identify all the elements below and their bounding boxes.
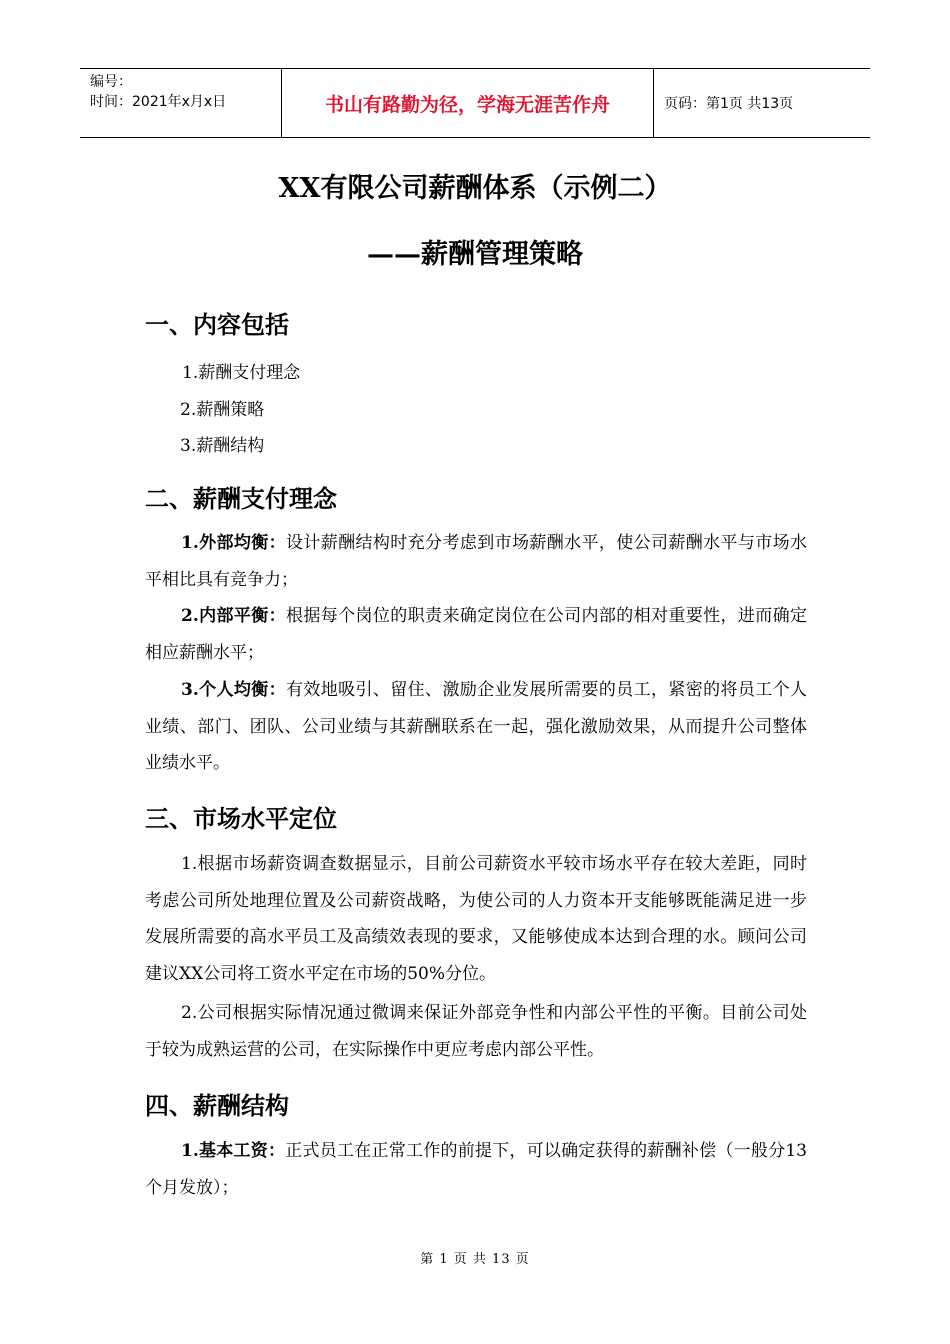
- document-subtitle: ——薪酬管理策略: [367, 239, 583, 270]
- paragraph-text: 设计薪酬结构时充分考虑到市场薪酬水平，使公司薪酬水平与市场水平相比具有竞争力；: [145, 533, 808, 590]
- page-footer: 第 1 页 共 13 页: [420, 1252, 530, 1267]
- paragraph-text: 根据每个岗位的职责来确定岗位在公司内部的相对重要性，进而确定相应薪酬水平；: [145, 606, 808, 663]
- contents-item: 1.薪酬支付理念: [182, 363, 301, 383]
- page-header: [80, 68, 870, 138]
- header-motto-cell: [281, 69, 654, 137]
- number-label: 编号：: [90, 74, 132, 90]
- section-heading-structure: 四、薪酬结构: [145, 1092, 289, 1120]
- paragraph-text: 正式员工在正常工作的前提下，可以确定获得的薪酬补偿（一般分13个月发放）；: [145, 1141, 807, 1198]
- contents-item: 3.薪酬结构: [180, 436, 265, 456]
- contents-item: 2.薪酬策略: [180, 400, 265, 420]
- header-page-info: [654, 69, 870, 137]
- section-heading-contents: 一、内容包括: [145, 311, 289, 339]
- page-info-text: 页码：第1页 共13页: [664, 96, 794, 112]
- paragraph-label: 2.内部平衡：: [181, 606, 287, 626]
- section-heading-market-position: 三、市场水平定位: [145, 805, 337, 833]
- paragraph-text: 有效地吸引、留住、激励企业发展所需要的员工，紧密的将员工个人业绩、部门、团队、公司业绩与其薪酬联系在一起，强化激励效果，从而提升公司整体业绩水平。: [145, 680, 808, 773]
- paragraph-individual-balance: [145, 672, 807, 782]
- paragraph-label: 1.基本工资：: [181, 1141, 286, 1161]
- section-heading-philosophy: 二、薪酬支付理念: [145, 485, 337, 513]
- date-label: 时间：2021年x月x日: [90, 94, 227, 110]
- motto-text: 书山有路勤为径，学海无涯苦作舟: [324, 93, 610, 116]
- paragraph-internal-balance: [145, 598, 807, 671]
- document-title: XX有限公司薪酬体系（示例二）: [278, 173, 672, 204]
- paragraph-label: 3.个人均衡：: [181, 680, 287, 700]
- paragraph-balance-adjustment: 2.公司根据实际情况通过微调来保证外部竞争性和内部公平性的平衡。目前公司处于较为成熟运营的公司，在实际操作中更应考虑内部公平性。: [145, 1003, 807, 1060]
- paragraph-external-balance: [145, 525, 807, 598]
- paragraph-label: 1.外部均衡：: [181, 533, 287, 553]
- paragraph-market-survey: 1.根据市场薪资调查数据显示，目前公司薪资水平较市场水平存在较大差距，同时考虑公司所处地理位置及公司薪资战略，为使公司的人力资本开支能够既能满足进一步发展所需要的高水平员工及高绩效表现的要求，又能够使成本达到合理的水。顾问公司建议XX公司将工资水平定在市场的50%分位。: [145, 854, 807, 984]
- header-meta: [80, 69, 281, 137]
- paragraph-base-salary: [145, 1133, 807, 1206]
